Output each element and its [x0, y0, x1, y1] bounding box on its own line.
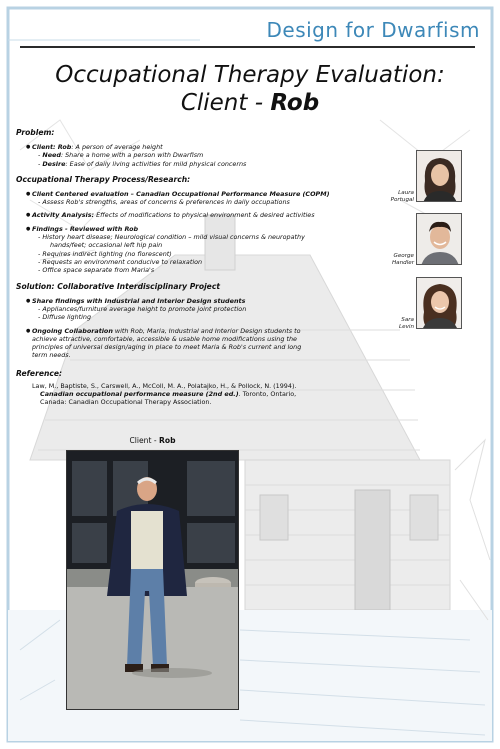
- name-george: George Handler: [391, 253, 414, 266]
- ongoing-line: term needs.: [32, 351, 71, 360]
- problem-heading: Problem:: [16, 128, 55, 137]
- client-text: : A person of average height: [71, 142, 163, 151]
- page-title-line-2: [0, 90, 500, 116]
- findings-item: - Requests an environment conducive to relaxation: [38, 258, 203, 266]
- title-prefix: Client -: [180, 90, 271, 116]
- name-sara: Sara Levin: [399, 317, 414, 330]
- name-laura: Laura Portugal: [390, 190, 414, 203]
- findings-item: - Office space separate from Maria's: [38, 266, 155, 275]
- poster-body: [16, 128, 411, 407]
- share-bullet: ● Share findings with Industrial and Interior Design students: [16, 297, 411, 305]
- title-client-name: Rob: [270, 90, 320, 116]
- client-lead: Client: Rob: [32, 142, 72, 151]
- activity-bullet: ● Activity Analysis: Effects of modifications to physical environment & desired activities: [16, 211, 411, 219]
- problem-need: - Need: Share a home with a person with Dwarfism: [38, 151, 204, 160]
- copm-bullet: ● Client Centered evaluation – Canadian Occupational Performance Measure (COPM): [16, 190, 411, 198]
- share-item: - Appliances/furniture average height to promote joint protection: [38, 304, 247, 313]
- client-photo-caption: Client - Rob: [129, 436, 176, 445]
- share-item: - Diffuse lighting: [38, 313, 92, 322]
- findings-bullet: ● Findings - Reviewed with Rob: [16, 225, 411, 233]
- page-title-line-1: Occupational Therapy Evaluation:: [55, 62, 445, 88]
- problem-client-bullet: [16, 143, 411, 151]
- ongoing-bullet: ● Ongoing Collaboration with Rob, Maria, Industrial and Interior Design students to: [16, 327, 411, 335]
- process-heading: Occupational Therapy Process/Research:: [16, 174, 191, 184]
- portrait-george: [416, 213, 462, 265]
- client-photo: [66, 450, 239, 710]
- copm-sub: - Assess Rob's strengths, areas of concerns & preferences in daily occupations: [38, 198, 290, 207]
- header-divider: [20, 46, 475, 48]
- ongoing-line: achieve attractive, comfortable, accessible & usable home modifications using the: [32, 334, 297, 343]
- findings-item: - History heart disease; Neurological condition – mild visual concerns & neuropathy: [38, 233, 305, 242]
- header-title: Design for Dwarfism: [266, 18, 480, 42]
- portrait-laura: [416, 150, 462, 202]
- findings-item: - Requires indirect lighting (no florescent): [38, 249, 172, 258]
- solution-heading: Solution: Collaborative Interdisciplinary Project: [16, 281, 220, 291]
- reference-heading: Reference:: [16, 368, 63, 378]
- reference-citation: Law, M., Baptiste, S., Carswell, A., McColl, M. A., Polatajko, H., & Pollock, N. (1994). Canadian occupational performance measure (2nd ed.). Toronto, Ontario, Canada: Canadian Occupational Therapy Association.: [32, 381, 297, 407]
- problem-desire: - Desire: Ease of daily living activities for mild physical concerns: [38, 159, 247, 168]
- ongoing-line: principles of universal design/aging in place to meet Maria & Rob's current and long: [32, 343, 302, 352]
- reference-book-title: Canadian occupational performance measure (2nd ed.): [40, 390, 239, 398]
- findings-item: hands/feet; occasional left hip pain: [50, 241, 163, 250]
- portrait-sara: [416, 277, 462, 329]
